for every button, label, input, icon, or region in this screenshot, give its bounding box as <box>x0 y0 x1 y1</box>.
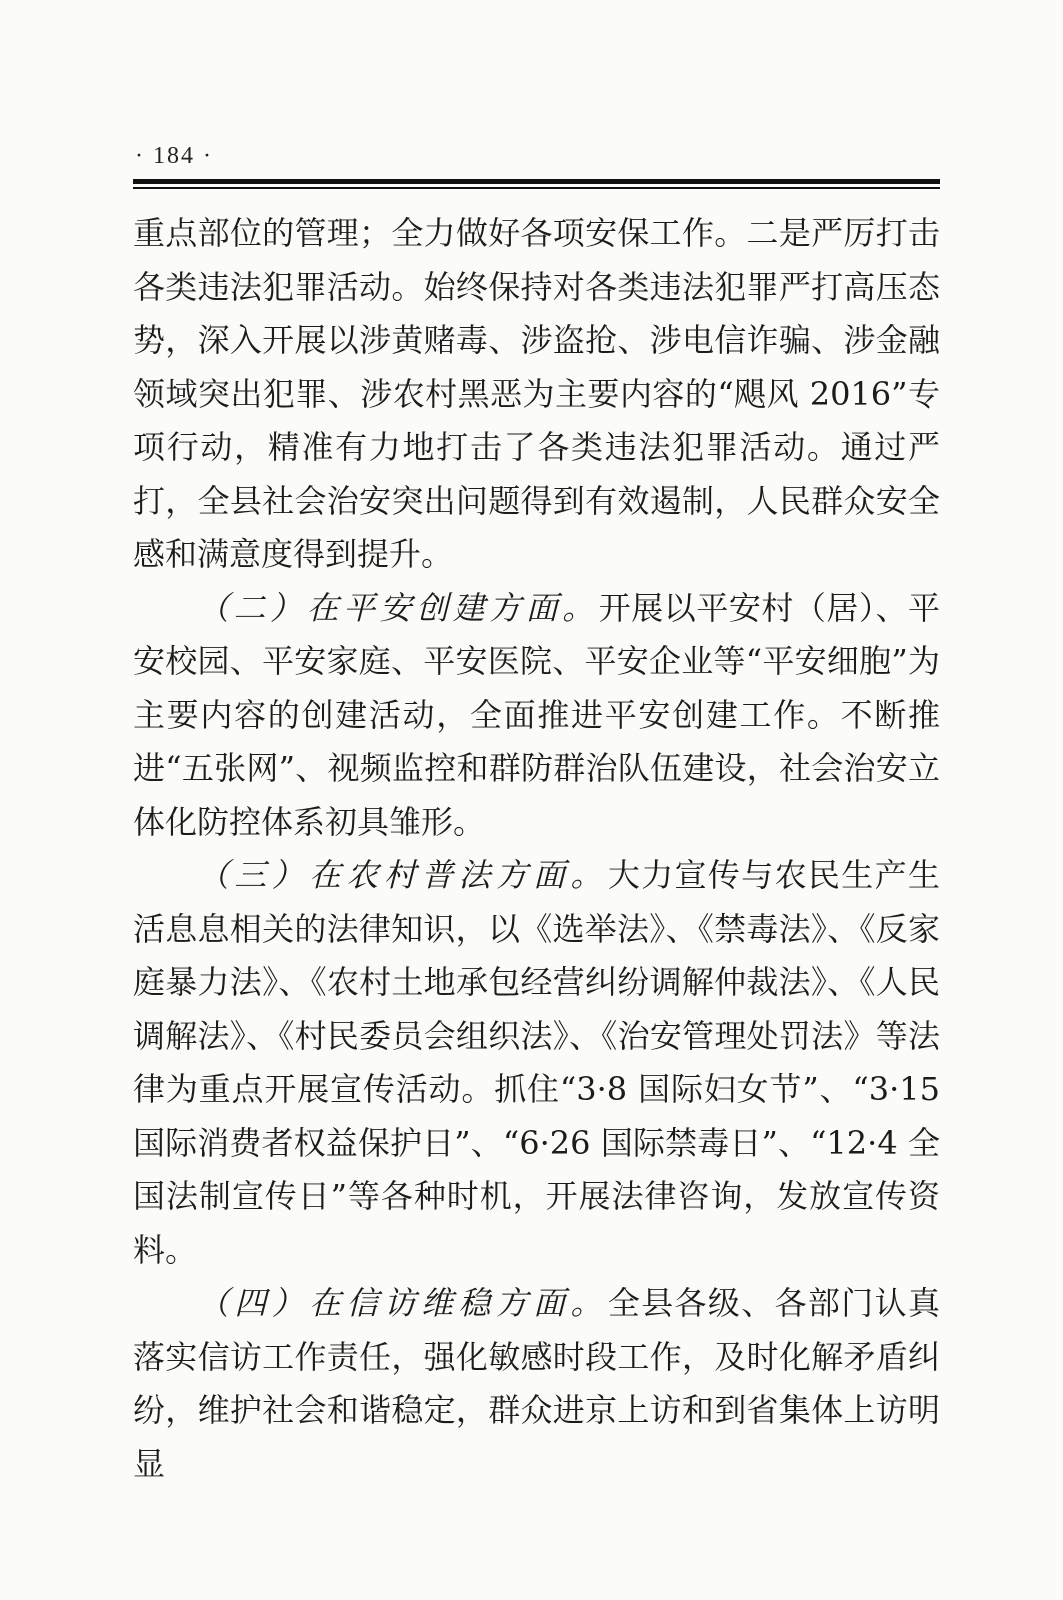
paragraph-4-text: 全县各级、各部门认真落实信访工作责任，强化敏感时段工作，及时化解矛盾纠纷，维护社会和谐稳定，群众进京上访和到省集体上访明显 <box>133 1284 940 1483</box>
paragraph-3-text: 大力宣传与农民生产生活息息相关的法律知识，以《选举法》、《禁毒法》、《反家庭暴力法》、《农村土地承包经营纠纷调解仲裁法》、《人民调解法》、《村民委员会组织法》、《治安管理处罚法》等法律为重点开展宣传活动。抓住“3·8 国际妇女节”、“3·15 国际消费者权益保护日”、“6·26 国际禁毒日”、“12·4 全国法制宣传日”等各种时机，开展法律咨询，发放宣传资料。 <box>133 856 940 1269</box>
section-heading-2: （二）在平安创建方面。 <box>197 588 599 627</box>
paragraph-1 <box>133 207 940 582</box>
paragraph-4 <box>133 1277 940 1491</box>
paragraph-2 <box>133 582 940 850</box>
paragraph-1-text: 重点部位的管理；全力做好各项安保工作。二是严厉打击各类违法犯罪活动。始终保持对各类违法犯罪严打高压态势，深入开展以涉黄赌毒、涉盗抢、涉电信诈骗、涉金融领域突出犯罪、涉农村黑恶为主要内容的“飓风 2016”专项行动，精准有力地打击了各类违法犯罪活动。通过严打，全县社会治安突出问题得到有效遏制，人民群众安全感和满意度得到提升。 <box>133 214 940 573</box>
section-heading-4: （四）在信访维稳方面。 <box>197 1284 608 1322</box>
page-header: · 184 · <box>135 143 213 169</box>
paragraph-2-text: 开展以平安村（居）、平安校园、平安家庭、平安医院、平安企业等“平安细胞”为主要内容的创建活动，全面推进平安创建工作。不断推进“五张网”、视频监控和群防群治队伍建设，社会治安立体化防控体系初具雏形。 <box>133 588 940 841</box>
header-rule-thin <box>133 187 940 189</box>
section-heading-3: （三）在农村普法方面。 <box>197 856 608 894</box>
header-rule-thick <box>133 179 940 184</box>
body-text <box>133 207 940 1491</box>
paragraph-3 <box>133 849 940 1277</box>
